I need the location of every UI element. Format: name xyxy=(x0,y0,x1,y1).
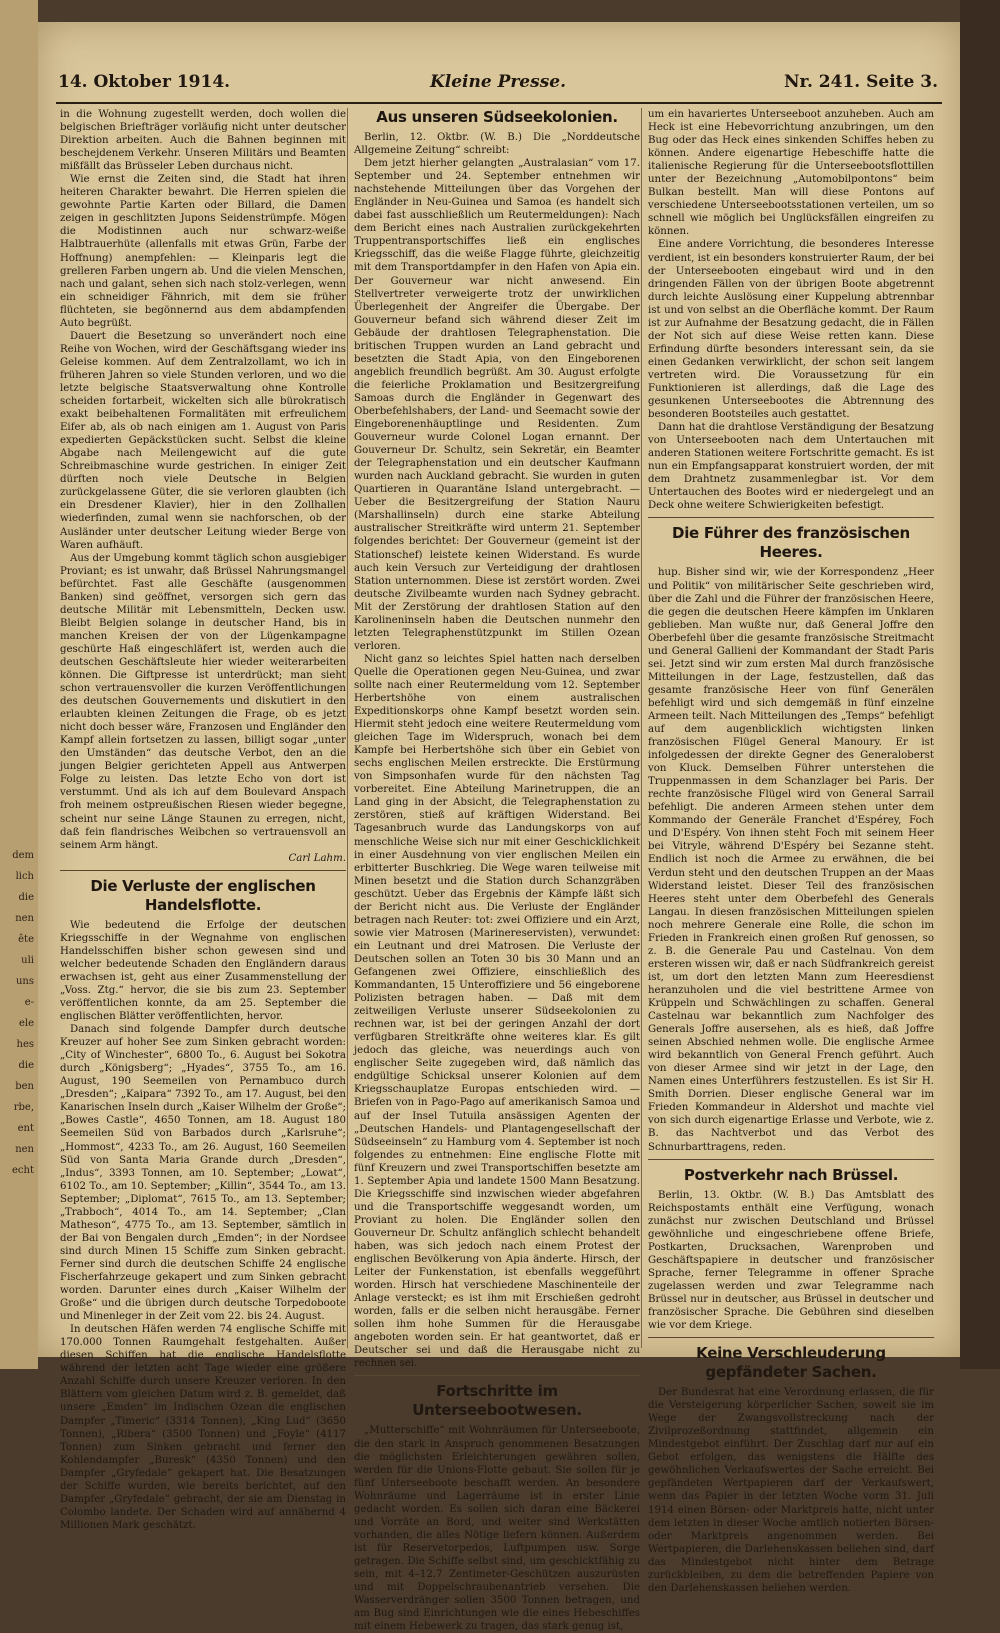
paragraph: hup. Bisher sind wir, wie der Korrespondenz „Heer und Politik“ von militärischer Seite geschrieben wird, über die Zahl und die Führer der französischen Heere, die gegen die deutschen Heere kämpfen im Unklaren geblieben. Man wußte nur, daß General Joffre den Oberbefehl über die gesamte französische Streitmacht und General Gallieni der Kommandant der Stadt Paris sei. Jetzt sind wir zum ersten Mal durch französische Mitteilungen in der Lage, festzustellen, daß das gesamte französische Heer von fünf Generälen befehligt wird und sich demgemäß in fünf einzelne Armeen teilt. Nach Mitteilungen des „Temps“ befehligt auf dem augenblicklich wichtigsten linken französischen Flügel General Manoury. Er ist infolgedessen der direkte Gegner des Generaloberst von Kluck. Demselben Führer unterstehen die Truppenmassen in dem Schanzlager bei Paris. Der rechte französische Flügel wird von General Sarrail befehligt. Die anderen Armeen stehen unter dem Kommando der Generäle Franchet d'Espérey, Foch und D'Espéry. Von ihnen steht Foch mit seinem Heer bei Vitryle, während D'Espéry bei Sezanne steht. Endlich ist noch die Armee zu erwähnen, die bei Verdun steht und den deutschen Truppen an der Maas Widerstand leistet. Dieser Teil des französischen Heeres steht unter dem Oberbefehl des Generals Langau. In diesen französischen Mitteilungen spielen noch mehrere Generale eine Rolle, die schon im Frieden in Frankreich einen großen Ruf genossen, so z. B. die Generale Pau und Castelnau. Von dem ersteren wissen wir, daß er nach Südfrankreich gereist ist, um dort den letzten Mann zum Heeresdienst heranzuholen und die viel bestrittene Armee von Krüppeln und Schwächlingen zu schaffen. General Castelnau war bekanntlich zum Nachfolger des Generals Joffre ausersehen, als es hieß, daß Joffre seinen Abschied nehmen wolle. Die englische Armee wird bekanntlich von General French geführt. Auch von dieser Armee sind wir jetzt in der Lage, den Namen eines Unterführers festzustellen. Es ist Sir H. Smith Dorrien. Dieser englische General war im Frieden Kommandeur in Aldershot und machte viel von sich durch eigenartige Erlasse und Verbote, wie z. B. das Nachtverbot und das Verbot des Schnurbarttragens, reden. xyxy=(648,567,934,1153)
headline-franzoesische-heer: Die Führer des französischen Heeres. xyxy=(672,524,910,562)
paragraph: Danach sind folgende Dampfer durch deutsche Kreuzer auf hoher See zum Sinken gebracht worden: „City of Winchester“, 6800 To., 6. August bei Sokotra durch „Königsberg“; „Hyades“, 3755 To., am 16. August, 190 Seemeilen von Pernambuco durch „Dresden“; „Kaipara“ 7392 To., am 17. August, bei den Kanarischen Inseln durch „Kaiser Wilhelm der Große“; „Bowes Castle“, 4650 Tonnen, am 18. August 180 Seemeilen Süd von Barbados durch „Karlsruhe“; „Hommost“, 4233 To., am 26. August, 160 Seemeilen Süd von Santa Maria Grande durch „Dresden“, „Indus“, 3393 Tonnen, am 10. September; „Lowat“, 6102 To., am 10. September; „Killin“, 3544 To., am 13. September; „Diplomat“, 7615 To., am 13. September; „Trabboch“, 4014 To., am 14. September; „Clan Matheson“, 4775 To., am 13. September, sämtlich in der Bai von Bengalen durch „Emden“; in der Nordsee sind durch Minen 15 Schiffe zum Sinken gebracht. Ferner sind durch die deutschen Schiffe 24 englische Fischerfahrzeuge gekapert und zum Sinken gebracht worden. Darunter eines durch „Kaiser Wilhelm der Große“ und die übrigen durch deutsche Torpedoboote und Minenleger in der Zeit vom 22. bis 24. August. xyxy=(60,1024,346,1323)
headline-postverkehr: Postverkehr nach Brüssel. xyxy=(683,1165,899,1184)
divider xyxy=(354,1375,640,1376)
paragraph: Dauert die Besetzung so unverändert noch eine Reihe von Wochen, wird der Geschäftsgang wieder ins Geleise kommen. Auf dem Zentralzollamt, wo ich in früheren Jahren so viele Stunden verloren, und wo die letzte belgische Staatsverwaltung ohne Kontrolle scheiden fortarbeit, wickelten sich alle bürokratisch exakt beibehaltenen Formalitäten mit erfreulichem Eifer ab, als ob nach einigen am 1. August von Paris expedierten Gepäckstücken sucht. Selbst die kleine Abgabe nach Meilengewicht auf die gute Schreibmaschine wurde gestrichen. In einiger Zeit dürften noch viele Deutsche in Belgien zurückgelassene Güter, die sie verloren glaubten (ich ein Dresdener Klavier), hier in den Zollhallen wiederfinden, zumal wenn sie nachforschen, ob der Ausländer unter deutscher Leitung wieder Berge von Waren aufhäuft. xyxy=(60,330,346,551)
paragraph: Dann hat die drahtlose Verständigung der Besatzung von Unterseebooten nach dem Untertauchen mit anderen Stationen weitere Fortschritte gemacht. Es ist nun ein Empfangsapparat konstruiert worden, der mit dem Drahtnetz zusammenlegbar ist. Vor dem Untertauchen des Bootes wird er niedergelegt und an Deck ohne weitere Schwierigkeiten befestigt. xyxy=(648,422,934,512)
masthead xyxy=(58,72,938,102)
headline-verschleuderung: Keine Verschleuderung gepfändeter Sachen. xyxy=(696,1344,886,1382)
author-signature: Carl Lahm. xyxy=(288,852,346,864)
masthead-title: Kleine Presse. xyxy=(429,72,567,92)
paragraph: Eine andere Vorrichtung, die besonderes Interesse verdient, ist ein besonders konstruierter Raum, der bei der Unterseebooten eingebaut wird und in den dringenden Fällen von der übrigen Boote abgetrennt durch leichte Auslösung einer Kuppelung abtrennbar ist und von selbst an die Oberfläche kommt. Der Raum ist zur Aufnahme der Besatzung gedacht, die in Fällen der Not sich auf diese Weise retten kann. Diese Erfindung dürfte besonders interessant sein, da sie einen Gedanken verwirklicht, der schon seit langem vertreten wird. Die Voraussetzung für ein Funktionieren ist allerdings, daß die Lage des gesunkenen Unterseebootes die Abtrennung des besonderen Bootsteiles auch gestattet. xyxy=(648,239,935,421)
book-edge xyxy=(960,0,1000,1369)
masthead-rule xyxy=(56,102,942,104)
binding-spine xyxy=(0,0,38,1369)
divider xyxy=(648,1159,934,1160)
paragraph: Berlin, 12. Oktbr. (W. B.) Die „Norddeutsche Allgemeine Zeitung“ schreibt: xyxy=(354,132,640,157)
headline-unterseeboot: Fortschritte im Unterseebootwesen. xyxy=(412,1382,582,1420)
paragraph: „Mutterschiffe“ mit Wohnräumen für Unterseeboote, die den stark in Anspruch genommenen Besatzungen die möglichsten Erleichterungen gewähren sollen, werden für die Unions-Flotte gebaut. Sie sollen für je fünf Unterseeboote beschafft werden. An besondere Wohnräume und Lagerräume ist in erster Linie gedacht worden. Es sollen sich daran eine Bäckerei und Vorräte an Bord, und weiter sind Werkstätten vorhanden, die alles Nötige liefern können. Außerdem ist für Reservetorpedos, Luftpumpen usw. Sorge getragen. Die Schiffe selbst sind, um geschicktfähig zu sein, mit 4–12.7 Zentimeter-Geschützen auszurüsten und mit Doppelschraubenantrieb versehen. Die Wasserverdränger sollen 3500 Tonnen betragen, und am Bug sind Einrichtungen wie die eines Hebeschiffes mit einem Hebewerk zu tragen, das stark genug ist, xyxy=(354,1425,640,1633)
paragraph: in die Wohnung zugestellt werden, doch wollen die belgischen Briefträger vorläufig nicht unter deutscher Direktion arbeiten. Auch die Bahnen beginnen mit beschejdenem Verkehr. Unseren Militärs und Beamten mißfällt das Brüsseler Leben durchaus nicht. xyxy=(60,109,346,173)
paragraph: Dem jetzt hierher gelangten „Australasian“ vom 17. September und 24. September entnehmen wir nachstehende Mitteilungen über das Vorgehen der Engländer in Neu-Guinea und Samoa (es handelt sich dabei fast ausschließlich um Reutermeldungen): Nach dem Bericht eines nach Australien zurückgekehrten Truppentransportschiffes ließ ein englisches Kriegsschiff, das die weiße Flagge führte, gleichzeitig mit dem Transportdampfer in den Hafen von Apia ein. Der Gouverneur war nicht anwesend. Ein Stellvertreter verweigerte trotz der unwirklichen Überlegenheit der Angreifer die Übergabe. Der Gouverneur befand sich während dieser Zeit im Gebäude der drahtlosen Telegraphenstation. Die britischen Truppen wurden an Land gebracht und besetzten die Stadt Apia, von den Eingeborenen angeblich freundlich begrüßt. Am 30. August erfolgte die feierliche Proklamation und Besitzergreifung Samoas durch die Engländer in Gegenwart des Oberbefehlshabers, der Land- und Seemacht sowie der Eingeborenenhäuptlinge und Residenten. Zum Gouverneur wurde Colonel Logan ernannt. Der Gouverneur Dr. Schultz, sein Sekretär, ein Beamter der Telegraphenstation und ein deutscher Kaufmann wurden nach Auckland gebracht. Sie wurden in guten Quartieren in Quarantäne Island untergebracht. — Ueber die Besitzergreifung der Station Nauru (Marshallinseln) durch eine starke Abteilung australischer Streitkräfte wird unterm 21. September folgendes berichtet: Der Gouverneur (gemeint ist der Stationschef) leistete keinen Widerstand. Es wurde auch kein Versuch zur Verteidigung der drahtlosen Station unternommen. Diese ist zerstört worden. Zwei deutsche Zivilbeamte wurden nach Sydney gebracht. Mit der Zerstörung der drahtlosen Station auf den Karolineninseln haben die Deutschen nunmehr den letzten Telegraphenstützpunkt im Stillen Ozean verloren. xyxy=(354,158,640,652)
column-3 xyxy=(648,108,934,1595)
masthead-issue: Nr. 241. Seite 3. xyxy=(784,72,938,92)
column-1 xyxy=(60,108,346,1532)
spine-fragments: dem lich die nen ête uli uns e- ele hes die ben rbe, ent nen echt xyxy=(12,850,34,1176)
paragraph: Nicht ganz so leichtes Spiel hatten nach derselben Quelle die Operationen gegen Neu-Guinea, und zwar sollte nach einer Reutermeldung vom 12. September Herbertshöhe von einem australischen Expeditionskorps ohne Kampf besetzt worden sein. Hiermit steht jedoch eine weitere Reutermeldung vom gleichen Tage im Widerspruch, wonach bei dem Kampfe bei Herbertshöhe sich über ein Gebiet von sechs englischen Meilen erstreckte. Die Erstürmung von Simpsonhafen wurde für den nächsten Tag vorbereitet. Eine Abteilung Marinetruppen, die an Land ging in der Absicht, die Telegraphenstation zu zerstören, stieß auf kräftigen Widerstand. Bei Tagesanbruch wurde das Landungskorps von auf menschliche Weise sich nur mit einer Geschicklichkeit in einer Ausdehnung von vier englischen Meilen ein erbitterter Buschkrieg. Die Wege waren teilweise mit Minen besetzt und die Station durch Schanzgräben geschützt. Ueber das Ergebnis der Kämpfe läßt sich der Bericht nicht aus. Die Verluste der Engländer betragen nach Reuter: tot: zwei Offiziere und ein Arzt, sowie vier Matrosen (Marinereservisten), verwundet: ein Leutnant und drei Matrosen. Die Verluste der Deutschen sollen an Toten 30 bis 30 Mann und an Gefangenen zwei Offiziere, einschließlich des Kommandanten, 15 Unteroffiziere und 56 eingeborene Polizisten betragen haben. — Daß mit dem zeitweiligen Verluste unserer Südseekolonien zu rechnen war, ist bei der geringen Anzahl der dort verfügbaren Streitkräfte ohne weiteres klar. Es gilt jedoch das gleiche, was neuerdings auch von englischer Seite zugegeben wird, daß nämlich das endgültige Schicksal unserer Kolonien auf dem Kriegsschauplatze Europas entschieden wird. — Briefen von in Pago-Pago auf amerikanisch Samoa und auf der Insel Tutuila ansässigen Agenten der „Deutschen Handels- und Plantagengesellschaft der Südseeinseln“ zu Hamburg vom 4. September ist noch folgendes zu entnehmen: Eine englische Flotte mit fünf Kreuzern und zwei Transportschiffen besetzte am 1. September Apia und landete 1500 Mann Besatzung. Die Kriegsschiffe sind inzwischen wieder abgefahren und die Transportschiffe weggesandt worden, um Proviant zu holen. Die Engländer sollen den Gouverneur Dr. Schultz anfänglich schlecht behandelt haben, was sich jedoch nach einem Protest der englischen Bevölkerung von Apia änderte. Hirsch, der Leiter der Funkenstation, ist ebenfalls weggeführt worden. Hirsch hat verschiedene Maschinenteile der Anlage versteckt; es ist ihm mit Erschießen gedroht worden, falls er die selben nicht herausgäbe. Ferner sollen ihm hohe Summen für die Herausgabe angeboten worden sein. Er hat geantwortet, daß er Deutscher sei und daß die Herausgabe nicht zu rechnen sei. xyxy=(354,653,640,1370)
headline-suedseekolonien: Aus unseren Südseekolonien. xyxy=(376,108,618,126)
paragraph: Aus der Umgebung kommt täglich schon ausgiebiger Proviant; es ist unwahr, daß Brüssel Nahrungsmangel befürchtet. Fast alle Geschäfte (ausgenommen Banken) sind geöffnet, versorgen sich gern das deutsche Militär mit Lebensmitteln, Decken usw. Bleibt Belgien solange in deutscher Hand, bis in manchen Kreisen der von der Lügenkampagne geschürte Haß eingeschläfert ist, werden auch die deutschen Geschäftsleute hier wieder weiterarbeiten können. Die Giftpresse ist unterdrückt; man sieht schon vertrauensvoller die kurzen Veröffentlichungen des deutschen Gouvernements und diskutiert in den erlaubten kleinen Zeitungen die Frage, ob es jetzt nicht doch besser wäre, Franzosen und Engländer den Kampf allein fortsetzen zu lassen, billigt sogar „unter den Umständen“ das deutsche Verbot, den an die jungen Belgier gerichteten Appell aus Antwerpen Folge zu leisten. Das letzte Echo von dort ist verstummt. Und als ich auf dem Boulevard Anspach froh meinem ostpreußischen Riesen wieder begegne, scheint nur seine Länge Staunen zu erregen, nicht, daß fein flandrisches Weibchen so vertrauensvoll an seinem Arm hängt. xyxy=(60,552,346,851)
newspaper-page xyxy=(38,22,960,1633)
paragraph: Wie ernst die Zeiten sind, die Stadt hat ihren heiteren Charakter bewahrt. Die Herren spielen die gewohnte Partie Karten oder Billard, die Damen zeigen in geschlitzten Jupons Seidenstrümpfe. Mögen die Modistinnen auch nur schwarz-weiße Halbtrauerhüte (allenfalls mit etwas Grün, Farbe der Hoffnung) anempfehlen: — Kleinparis legt die grelleren Farben ungern ab. Und die vielen Menschen, nach und galant, sehen sich nach stolz-verlegen, wenn ein schneidiger Fähnrich, mit dem sie früher flüchteten, sie begönnernd aus dem abdampfenden Auto begrüßt. xyxy=(60,174,346,329)
paragraph: Berlin, 13. Oktbr. (W. B.) Das Amtsblatt des Reichspostamts enthält eine Verfügung, wonach zunächst nur zwischen Deutschland und Brüssel gewöhnliche und eingeschriebene offene Briefe, Postkarten, Drucksachen, Warenproben und Geschäftspapiere in deutscher und französischer Sprache, ferner Telegramme in offener Sprache zugelassen werden und zwar Telegramme nach Brüssel nur in deutscher, aus Brüssel in deutscher und französischer Sprache. Die Gebühren sind dieselben wie vor dem Kriege. xyxy=(648,1189,934,1332)
paragraph: Wie bedeutend die Erfolge der deutschen Kriegsschiffe in der Wegnahme von englischen Handelsschiffen bisher schon gewesen sind und welcher bedeutende Schaden den Engländern daraus erwachsen ist, geht aus einer Zusammenstellung der „Voss. Ztg.“ hervor, die sie bis zum 23. September veröffentlichen konnte, da am 25. September die englischen Blätter veröffentlichten, hervor. xyxy=(60,919,346,1023)
paragraph: In deutschen Häfen werden 74 englische Schiffe mit 170.000 Tonnen Raumgehalt festgehalten. Außer diesen Schiffen hat die englische Handelsflotte während der letzten acht Tage wieder eine größere Anzahl Schiffe durch unsere Kreuzer verloren. In den Blättern vom gleichen Datum wird z. B. gemeldet, daß unsere „Emden“ im Indischen Ozean die englischen Dampfer „Timeric“ (3314 Tonnen), „King Lud“ (3650 Tonnen), „Ribera“ (3500 Tonnen) und „Foyle“ (4117 Tonnen) zum Sinken gebracht und ferner den Kohlendampfer „Buresk“ (4350 Tonnen) und den Dampfer „Gryfedale“ gekapert hat. Die Besatzungen der Schiffe wurden, wie bereits berichtet, auf den Dampfer „Gryfedale“ gebracht, der sie am Dienstag in Colombo landete. Der Schaden wird auf annähernd 4 Millionen Mark geschätzt. xyxy=(60,1324,346,1531)
column-rule xyxy=(347,108,348,1348)
column-rule xyxy=(641,108,642,1348)
divider xyxy=(648,1337,934,1338)
column-2 xyxy=(354,108,640,1633)
paragraph: Der Bundesrat hat eine Verordnung erlassen, die für die Versteigerung körperlicher Sachen, soweit sie im Wege der Zwangsvollstreckung nach der Zivilprozeßordnung stattfindet, allgemein ein Mindestgebot einführt. Der Zuschlag darf nur auf ein Gebot erfolgen, das wenigstens die Hälfte des gewöhnlichen Verkaufswertes der Sache erreicht. Bei gepfändeten Wertpapieren darf der Verkaufswert, wenn das Papier in der letzten Woche vorm 31. Juli 1914 einen Börsen- oder Marktpreis hatte, nicht unter dem letzten in dieser Woche amtlich notierten Börsen- oder Marktpreis angenommen werden. Bei Wertpapieren, die Darlehenskassen beliehen sind, darf das Mindestgebot nicht hinter dem Betrage zurückbleiben, zu dem die betreffenden Papiere von den Darlehenskassen beliehen werden. xyxy=(648,1387,934,1594)
divider xyxy=(60,870,346,871)
divider xyxy=(648,517,934,518)
headline-handelsflotte: Die Verluste der englischen Handelsflotte. xyxy=(90,876,316,914)
paragraph: um ein havariertes Unterseeboot anzuheben. Auch am Heck ist eine Hebevorrichtung anzubringen, um den Bug oder das Heck eines sinkenden Schiffes heben zu können. Andere eigenartige Hebeschiffe hatte die italienische Regierung für die Unterseebootsflottillen unter der Bezeichnung „Automobilpontons“ beim Bulkan bestellt. Man will diese Pontons auf verschiedene Unterseebootsstationen verteilen, um so schnell wie möglich bei Unglücksfällen eingreifen zu können. xyxy=(648,109,934,238)
masthead-date: 14. Oktober 1914. xyxy=(58,72,231,92)
